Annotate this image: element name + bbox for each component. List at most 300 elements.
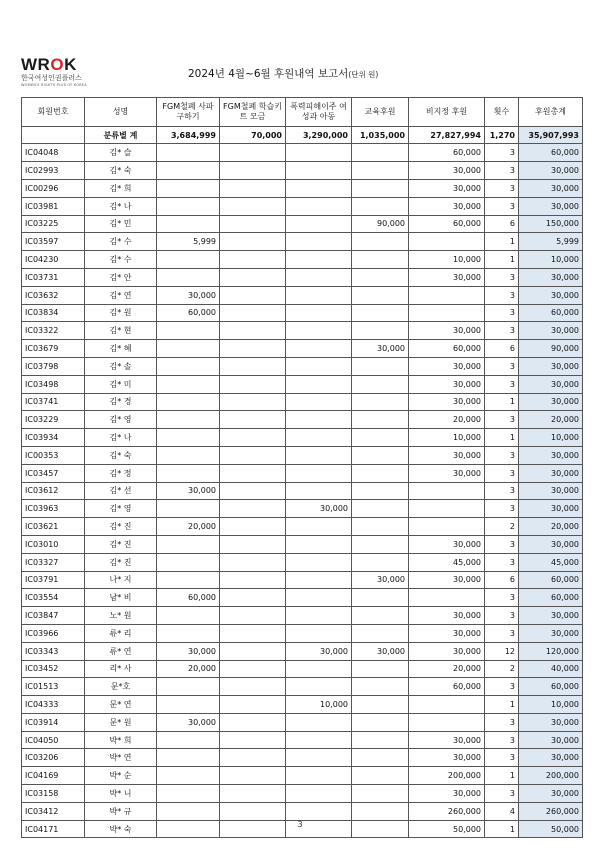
cell-undesignated: 30,000 — [409, 268, 485, 286]
cell-undesignated: 30,000 — [409, 749, 485, 767]
cell-fgm-kit — [220, 411, 286, 429]
cell-member-id: IC03010 — [22, 535, 85, 553]
cell-member-id: IC03934 — [22, 429, 85, 447]
cell-name: 김* 진 — [85, 518, 157, 536]
table-row — [22, 713, 583, 731]
cell-member-id: IC03791 — [22, 571, 85, 589]
cell-total: 10,000 — [519, 251, 583, 269]
cell-count: 3 — [485, 286, 519, 304]
cell-undesignated — [409, 696, 485, 714]
cell-education — [352, 607, 409, 625]
cell-undesignated: 30,000 — [409, 393, 485, 411]
cell-member-id: IC03914 — [22, 713, 85, 731]
cell-fgm-sapa — [157, 162, 220, 180]
cell-undesignated — [409, 482, 485, 500]
cell-undesignated: 30,000 — [409, 446, 485, 464]
cell-name: 김* 현 — [85, 322, 157, 340]
cell-name: 박* 니 — [85, 785, 157, 803]
table-row — [22, 660, 583, 678]
cell-count: 2 — [485, 518, 519, 536]
table-row — [22, 197, 583, 215]
cell-total: 150,000 — [519, 215, 583, 233]
cell-violence-victims — [286, 731, 352, 749]
cell-name: 김* 수 — [85, 251, 157, 269]
cell-violence-victims — [286, 660, 352, 678]
cell-fgm-sapa — [157, 696, 220, 714]
cell-name: 김* 희 — [85, 179, 157, 197]
cell-undesignated — [409, 233, 485, 251]
cell-member-id: IC03554 — [22, 589, 85, 607]
cell-fgm-sapa — [157, 251, 220, 269]
cell-fgm-sapa: 30,000 — [157, 482, 220, 500]
cell-fgm-kit — [220, 446, 286, 464]
cell-total: 30,000 — [519, 268, 583, 286]
logo-wordmark: WROK — [21, 55, 77, 74]
table-row — [22, 268, 583, 286]
cell-education: 30,000 — [352, 642, 409, 660]
table-row — [22, 696, 583, 714]
table-row — [22, 802, 583, 820]
cell-education — [352, 624, 409, 642]
cell-fgm-kit — [220, 624, 286, 642]
cell-undesignated — [409, 500, 485, 518]
table-row — [22, 642, 583, 660]
cell-violence-victims — [286, 215, 352, 233]
cell-member-id: IC00353 — [22, 446, 85, 464]
header-violence-victims: 폭력피해이주 여성과 아동 — [286, 98, 352, 127]
cell-undesignated: 30,000 — [409, 535, 485, 553]
cell-count: 3 — [485, 678, 519, 696]
cell-total: 30,000 — [519, 535, 583, 553]
cell-violence-victims — [286, 179, 352, 197]
cell-count: 1 — [485, 251, 519, 269]
cell-count: 3 — [485, 464, 519, 482]
cell-education — [352, 144, 409, 162]
table-row — [22, 411, 583, 429]
cell-undesignated — [409, 304, 485, 322]
table-row — [22, 785, 583, 803]
cell-name: 김* 솔 — [85, 357, 157, 375]
cell-undesignated — [409, 518, 485, 536]
cell-fgm-kit — [220, 678, 286, 696]
cell-total: 30,000 — [519, 357, 583, 375]
cell-count: 2 — [485, 660, 519, 678]
cell-violence-victims: 30,000 — [286, 642, 352, 660]
table-row — [22, 340, 583, 358]
cell-member-id: IC03343 — [22, 642, 85, 660]
cell-name: 박* 연 — [85, 749, 157, 767]
cell-undesignated: 20,000 — [409, 411, 485, 429]
cell-name: 김* 나 — [85, 197, 157, 215]
table-row — [22, 571, 583, 589]
cell-violence-victims — [286, 535, 352, 553]
cell-education — [352, 678, 409, 696]
table-row — [22, 144, 583, 162]
cell-fgm-kit — [220, 340, 286, 358]
cell-count: 3 — [485, 144, 519, 162]
table-row — [22, 678, 583, 696]
cell-education — [352, 731, 409, 749]
table-row — [22, 731, 583, 749]
cell-count: 3 — [485, 197, 519, 215]
report-title-main: 2024년 4월~6월 후원내역 보고서 — [188, 68, 349, 80]
cell-total: 5,999 — [519, 233, 583, 251]
cell-fgm-kit — [220, 535, 286, 553]
cell-name: 문* 원 — [85, 713, 157, 731]
cell-total: 60,000 — [519, 571, 583, 589]
cell-total: 30,000 — [519, 607, 583, 625]
cell-count: 1 — [485, 393, 519, 411]
cell-total: 30,000 — [519, 464, 583, 482]
cell-education — [352, 446, 409, 464]
cell-fgm-kit — [220, 696, 286, 714]
cell-total: 30,000 — [519, 179, 583, 197]
cell-count: 3 — [485, 446, 519, 464]
summary-violence-victims: 3,290,000 — [286, 127, 352, 144]
cell-total: 45,000 — [519, 553, 583, 571]
cell-violence-victims — [286, 144, 352, 162]
cell-undesignated: 30,000 — [409, 197, 485, 215]
header-fgm-sapa: FGM철폐 사파구하기 — [157, 98, 220, 127]
cell-name: 김* 진 — [85, 535, 157, 553]
cell-education — [352, 393, 409, 411]
cell-undesignated: 60,000 — [409, 215, 485, 233]
cell-undesignated: 260,000 — [409, 802, 485, 820]
summary-label: 분류별 계 — [85, 127, 157, 144]
cell-name: 김* 진 — [85, 553, 157, 571]
table-row — [22, 749, 583, 767]
cell-name: 박* 숙 — [85, 820, 157, 838]
cell-count: 3 — [485, 179, 519, 197]
cell-name: 나* 지 — [85, 571, 157, 589]
table-row — [22, 624, 583, 642]
cell-name: 김* 정 — [85, 464, 157, 482]
cell-violence-victims — [286, 251, 352, 269]
cell-violence-victims: 30,000 — [286, 500, 352, 518]
cell-fgm-sapa — [157, 375, 220, 393]
cell-fgm-kit — [220, 660, 286, 678]
table-row — [22, 464, 583, 482]
cell-fgm-kit — [220, 482, 286, 500]
cell-member-id: IC04050 — [22, 731, 85, 749]
cell-undesignated: 30,000 — [409, 179, 485, 197]
cell-violence-victims — [286, 429, 352, 447]
cell-fgm-kit — [220, 197, 286, 215]
cell-member-id: IC03834 — [22, 304, 85, 322]
cell-education — [352, 749, 409, 767]
cell-member-id: IC04169 — [22, 767, 85, 785]
table-row — [22, 304, 583, 322]
cell-fgm-sapa — [157, 411, 220, 429]
cell-count: 3 — [485, 500, 519, 518]
cell-undesignated: 60,000 — [409, 340, 485, 358]
cell-count: 3 — [485, 607, 519, 625]
cell-violence-victims — [286, 464, 352, 482]
cell-name: 류* 연 — [85, 642, 157, 660]
cell-fgm-sapa — [157, 268, 220, 286]
cell-fgm-kit — [220, 179, 286, 197]
cell-education — [352, 802, 409, 820]
cell-fgm-kit — [220, 304, 286, 322]
cell-education — [352, 660, 409, 678]
cell-fgm-sapa — [157, 731, 220, 749]
cell-fgm-sapa — [157, 802, 220, 820]
cell-fgm-sapa — [157, 535, 220, 553]
cell-member-id: IC03206 — [22, 749, 85, 767]
table-row — [22, 251, 583, 269]
cell-member-id: IC03847 — [22, 607, 85, 625]
summary-blank — [22, 127, 85, 144]
cell-violence-victims — [286, 162, 352, 180]
cell-violence-victims — [286, 286, 352, 304]
cell-education: 90,000 — [352, 215, 409, 233]
header-fgm-kit: FGM철폐 학습키트 모금 — [220, 98, 286, 127]
cell-name: 박* 규 — [85, 802, 157, 820]
cell-count: 4 — [485, 802, 519, 820]
cell-fgm-kit — [220, 464, 286, 482]
cell-total: 20,000 — [519, 411, 583, 429]
cell-total: 60,000 — [519, 144, 583, 162]
cell-count: 3 — [485, 375, 519, 393]
cell-education: 30,000 — [352, 571, 409, 589]
table-row — [22, 162, 583, 180]
cell-violence-victims — [286, 233, 352, 251]
cell-education — [352, 500, 409, 518]
cell-count: 6 — [485, 571, 519, 589]
cell-education — [352, 589, 409, 607]
cell-member-id: IC03158 — [22, 785, 85, 803]
cell-total: 60,000 — [519, 678, 583, 696]
cell-member-id: IC03498 — [22, 375, 85, 393]
cell-total: 60,000 — [519, 304, 583, 322]
table-row — [22, 446, 583, 464]
table-row — [22, 215, 583, 233]
cell-fgm-sapa: 60,000 — [157, 304, 220, 322]
table-row — [22, 553, 583, 571]
cell-name: 김* 선 — [85, 482, 157, 500]
cell-count: 3 — [485, 304, 519, 322]
cell-fgm-sapa — [157, 500, 220, 518]
cell-name: 김* 안 — [85, 268, 157, 286]
cell-count: 3 — [485, 749, 519, 767]
cell-name: 김* 슬 — [85, 144, 157, 162]
cell-violence-victims — [286, 197, 352, 215]
cell-count: 3 — [485, 482, 519, 500]
cell-count: 1 — [485, 233, 519, 251]
cell-undesignated: 10,000 — [409, 251, 485, 269]
cell-count: 3 — [485, 731, 519, 749]
table-row — [22, 179, 583, 197]
cell-education — [352, 464, 409, 482]
cell-total: 30,000 — [519, 482, 583, 500]
cell-total: 90,000 — [519, 340, 583, 358]
cell-member-id: IC04171 — [22, 820, 85, 838]
cell-education: 30,000 — [352, 340, 409, 358]
cell-count: 6 — [485, 215, 519, 233]
cell-member-id: IC03452 — [22, 660, 85, 678]
cell-education — [352, 251, 409, 269]
cell-name: 김* 숙 — [85, 162, 157, 180]
cell-total: 200,000 — [519, 767, 583, 785]
cell-fgm-kit — [220, 731, 286, 749]
cell-member-id: IC03981 — [22, 197, 85, 215]
cell-undesignated: 45,000 — [409, 553, 485, 571]
cell-education — [352, 162, 409, 180]
cell-name: 김* 원 — [85, 304, 157, 322]
cell-count: 3 — [485, 589, 519, 607]
cell-undesignated: 30,000 — [409, 162, 485, 180]
cell-undesignated: 30,000 — [409, 375, 485, 393]
cell-member-id: IC03679 — [22, 340, 85, 358]
cell-violence-victims — [286, 482, 352, 500]
table-header-row — [22, 98, 583, 127]
table-row — [22, 482, 583, 500]
cell-education — [352, 429, 409, 447]
cell-member-id: IC04230 — [22, 251, 85, 269]
cell-fgm-kit — [220, 713, 286, 731]
cell-education — [352, 553, 409, 571]
cell-education — [352, 411, 409, 429]
cell-count: 3 — [485, 357, 519, 375]
cell-member-id: IC03621 — [22, 518, 85, 536]
cell-fgm-kit — [220, 251, 286, 269]
cell-member-id: IC03597 — [22, 233, 85, 251]
cell-total: 10,000 — [519, 429, 583, 447]
cell-member-id: IC00296 — [22, 179, 85, 197]
cell-education — [352, 357, 409, 375]
cell-name: 노* 원 — [85, 607, 157, 625]
cell-member-id: IC03322 — [22, 322, 85, 340]
cell-fgm-sapa — [157, 624, 220, 642]
cell-total: 30,000 — [519, 624, 583, 642]
cell-fgm-kit — [220, 162, 286, 180]
cell-fgm-sapa — [157, 767, 220, 785]
cell-fgm-sapa — [157, 197, 220, 215]
cell-fgm-kit — [220, 357, 286, 375]
cell-violence-victims — [286, 340, 352, 358]
cell-member-id: IC04048 — [22, 144, 85, 162]
cell-member-id: IC03966 — [22, 624, 85, 642]
cell-fgm-kit — [220, 500, 286, 518]
summary-undesignated: 27,827,994 — [409, 127, 485, 144]
cell-violence-victims — [286, 375, 352, 393]
cell-count: 3 — [485, 268, 519, 286]
summary-fgm-sapa: 3,684,999 — [157, 127, 220, 144]
cell-total: 60,000 — [519, 589, 583, 607]
cell-education — [352, 767, 409, 785]
table-row — [22, 357, 583, 375]
cell-fgm-kit — [220, 393, 286, 411]
cell-undesignated: 30,000 — [409, 624, 485, 642]
cell-fgm-kit — [220, 429, 286, 447]
cell-undesignated — [409, 713, 485, 731]
cell-fgm-kit — [220, 286, 286, 304]
cell-member-id: IC01513 — [22, 678, 85, 696]
cell-fgm-sapa — [157, 607, 220, 625]
cell-name: 김* 영 — [85, 411, 157, 429]
cell-violence-victims — [286, 518, 352, 536]
table-row — [22, 589, 583, 607]
cell-total: 30,000 — [519, 197, 583, 215]
cell-count: 1 — [485, 429, 519, 447]
cell-total: 260,000 — [519, 802, 583, 820]
cell-member-id: IC03741 — [22, 393, 85, 411]
cell-fgm-sapa — [157, 340, 220, 358]
cell-count: 3 — [485, 322, 519, 340]
cell-fgm-sapa — [157, 678, 220, 696]
cell-count: 1 — [485, 696, 519, 714]
cell-undesignated: 30,000 — [409, 571, 485, 589]
cell-name: 박* 희 — [85, 731, 157, 749]
summary-fgm-kit: 70,000 — [220, 127, 286, 144]
table-row — [22, 375, 583, 393]
cell-fgm-kit — [220, 215, 286, 233]
cell-education — [352, 322, 409, 340]
cell-member-id: IC03731 — [22, 268, 85, 286]
cell-fgm-kit — [220, 144, 286, 162]
cell-education — [352, 304, 409, 322]
cell-undesignated: 30,000 — [409, 357, 485, 375]
cell-undesignated: 10,000 — [409, 429, 485, 447]
cell-total: 40,000 — [519, 660, 583, 678]
cell-fgm-kit — [220, 322, 286, 340]
cell-fgm-sapa — [157, 571, 220, 589]
cell-name: 김* 혜 — [85, 340, 157, 358]
cell-education — [352, 696, 409, 714]
cell-member-id: IC03963 — [22, 500, 85, 518]
cell-fgm-sapa — [157, 785, 220, 803]
cell-member-id: IC03632 — [22, 286, 85, 304]
cell-undesignated — [409, 589, 485, 607]
header-name: 성명 — [85, 98, 157, 127]
summary-count: 1,270 — [485, 127, 519, 144]
cell-member-id: IC03798 — [22, 357, 85, 375]
cell-undesignated: 30,000 — [409, 322, 485, 340]
cell-undesignated: 30,000 — [409, 785, 485, 803]
cell-fgm-sapa — [157, 464, 220, 482]
cell-violence-victims — [286, 571, 352, 589]
cell-name: 문*호 — [85, 678, 157, 696]
cell-violence-victims — [286, 446, 352, 464]
cell-violence-victims — [286, 304, 352, 322]
cell-education — [352, 713, 409, 731]
cell-name: 남* 비 — [85, 589, 157, 607]
cell-count: 1 — [485, 820, 519, 838]
table-row — [22, 322, 583, 340]
table-row — [22, 429, 583, 447]
cell-member-id: IC04333 — [22, 696, 85, 714]
cell-total: 30,000 — [519, 446, 583, 464]
cell-count: 3 — [485, 624, 519, 642]
cell-count: 3 — [485, 411, 519, 429]
cell-total: 30,000 — [519, 749, 583, 767]
cell-education — [352, 179, 409, 197]
cell-fgm-kit — [220, 749, 286, 767]
cell-undesignated: 30,000 — [409, 731, 485, 749]
cell-education — [352, 286, 409, 304]
cell-total: 30,000 — [519, 785, 583, 803]
table-row — [22, 767, 583, 785]
cell-name: 문* 연 — [85, 696, 157, 714]
cell-member-id: IC03457 — [22, 464, 85, 482]
table-row — [22, 500, 583, 518]
cell-member-id: IC03225 — [22, 215, 85, 233]
cell-violence-victims — [286, 678, 352, 696]
cell-fgm-kit — [220, 518, 286, 536]
cell-fgm-kit — [220, 553, 286, 571]
cell-count: 3 — [485, 553, 519, 571]
logo-english-name: WOMEN'S RIGHTS PLUS OF KOREA — [21, 83, 87, 87]
